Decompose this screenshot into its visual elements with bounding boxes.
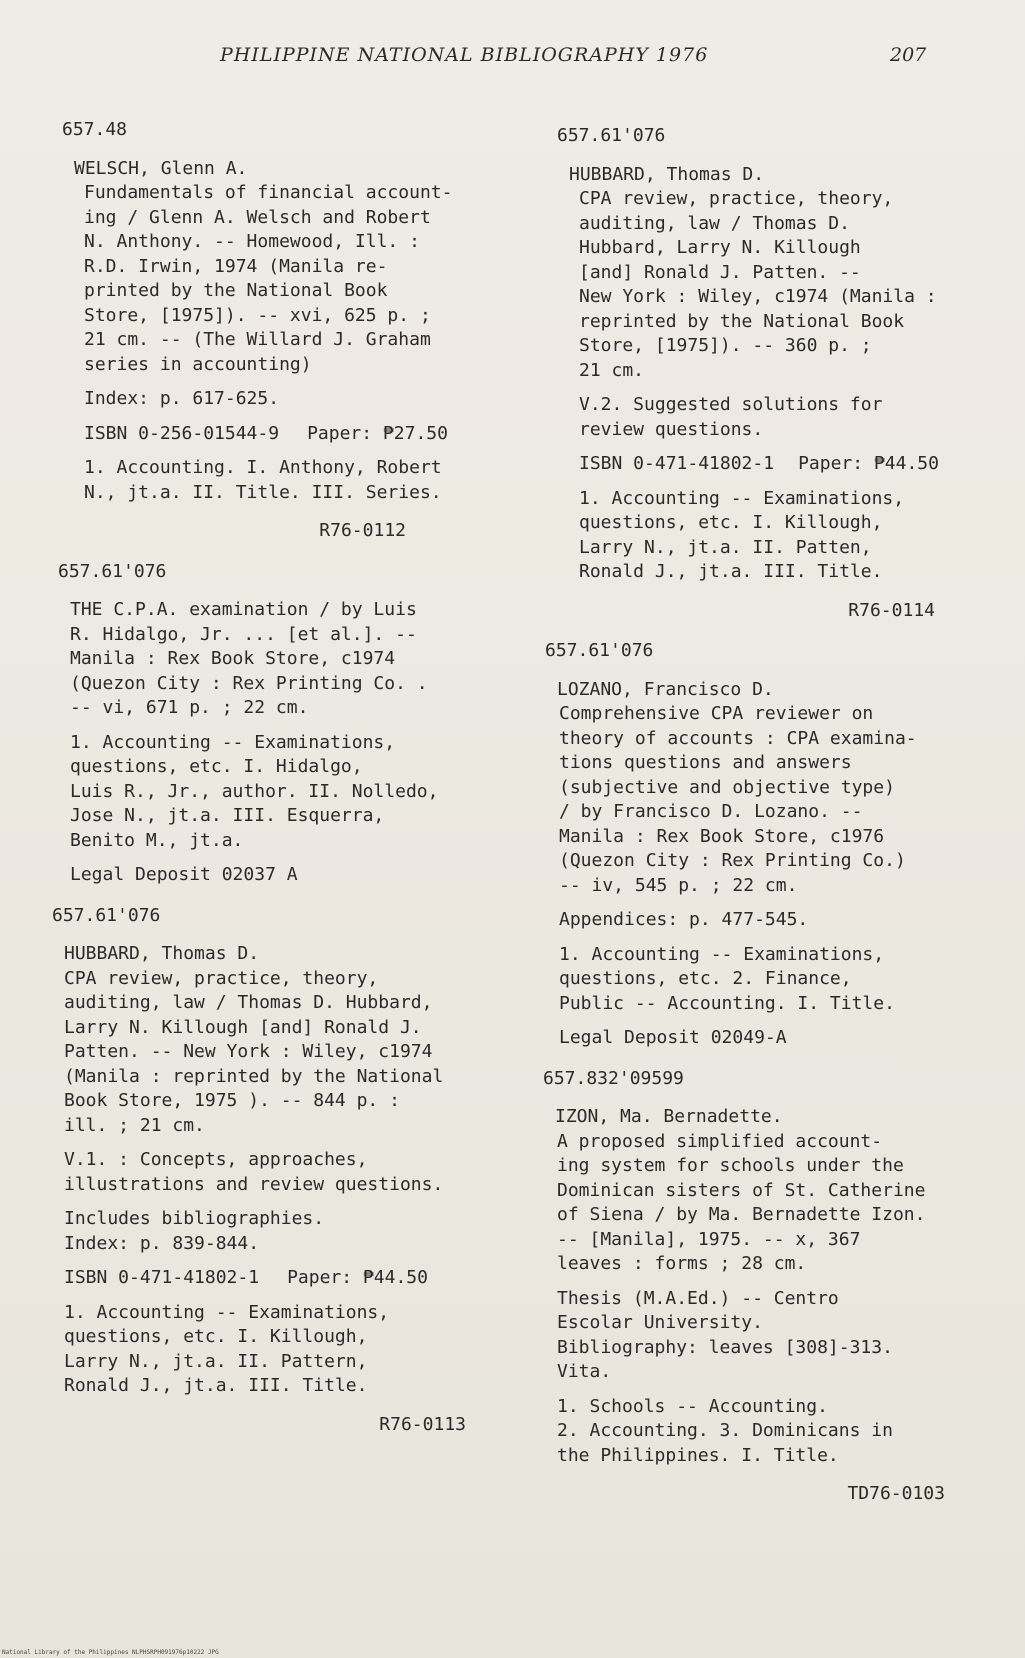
subject-tracings: 1. Accounting -- Examinations, questions, etc. I. Hidalgo, Luis R., Jr., author. II. Nolledo, Jose N., jt.a. III. Esquerra, Benito M., jt.a.	[70, 731, 439, 851]
bibliographic-entry	[52, 560, 516, 888]
page-number: 207	[890, 44, 927, 66]
subject-tracings: 1. Accounting -- Examinations, questions, etc. 2. Finance, Public -- Accounting. I. Title.	[559, 943, 895, 1014]
classification-number: 657.61'076	[58, 560, 167, 582]
entry-heading: LOZANO, Francisco D.	[557, 678, 774, 700]
entry-note: Appendices: p. 477-545.	[559, 909, 809, 930]
bibliographic-entry	[539, 639, 1005, 1051]
entry-note: Index: p. 617-625.	[84, 388, 280, 409]
control-number: R76-0112	[319, 520, 406, 541]
price: Paper: ₱27.50	[307, 422, 448, 444]
isbn-row	[64, 1266, 516, 1291]
entry-note: Includes bibliographies. Index: p. 839-844.	[64, 1208, 325, 1254]
right-column	[545, 124, 1005, 1523]
entry-description: CPA review, practice, theory, auditing, law / Thomas D. Hubbard, Larry N. Killough [and] Ronald J. Patten. -- New York : Wiley, c1974 (Manila : reprinted by the National Book Store, [1975]). -- 360 p. ; 21 cm.	[579, 188, 937, 381]
classification-number: 657.48	[62, 119, 128, 140]
bibliographic-entry	[56, 118, 516, 544]
entry-description: Fundamentals of financial account- ing / Glenn A. Welsch and Robert N. Anthony. -- Homewood, Ill. : R.D. Irwin, 1974 (Manila re- printed by the National Book Store, [1975]). -- xvi, 625 p. ; 21 cm. -- (The Willard J. Graham series in accounting)	[84, 182, 453, 375]
subject-tracings: 1. Accounting. I. Anthony, Robert N., jt.a. II. Title. III. Series.	[84, 457, 442, 503]
page-header	[0, 44, 1025, 74]
entry-heading: IZON, Ma. Bernadette.	[555, 1106, 783, 1127]
entry-note: V.2. Suggested solutions for review questions.	[579, 394, 883, 440]
bibliographic-entry	[46, 904, 516, 1438]
classification-number: 657.832'09599	[543, 1067, 684, 1089]
isbn: ISBN 0-256-01544-9	[84, 422, 280, 444]
entry-heading: THE C.P.A. examination / by Luis	[70, 599, 417, 620]
control-number: R76-0113	[379, 1413, 466, 1435]
price: Paper: ₱44.50	[287, 1267, 428, 1288]
isbn: ISBN 0-471-41802-1	[64, 1267, 260, 1288]
entry-description: A proposed simplified account- ing system for schools under the Dominican sisters of St. Catherine of Siena / by Ma. Bernadette Izon. -- [Manila], 1975. -- x, 367 leaves : forms ; 28 cm.	[557, 1130, 926, 1274]
isbn-row	[579, 452, 1005, 477]
entry-heading: WELSCH, Glenn A.	[74, 157, 248, 179]
scan-footer: National Library of the Philippines NLPHSRPH091976p10222 JPG	[2, 1649, 219, 1656]
isbn-row	[84, 422, 516, 447]
subject-tracings: 1. Accounting -- Examinations, questions, etc. I. Killough, Larry N., jt.a. II. Patten, Ronald J., jt.a. III. Title.	[579, 487, 905, 582]
classification-number: 657.61'076	[52, 904, 161, 926]
entry-description: CPA review, practice, theory, auditing, law / Thomas D. Hubbard, Larry N. Killough [and] Ronald J. Patten. -- New York : Wiley, c1974 (Manila : reprinted by the National Book Store, 1975 ). -- 844 p. : ill. ; 21 cm.	[64, 967, 444, 1136]
isbn: ISBN 0-471-41802-1	[579, 453, 775, 474]
control-number: TD76-0103	[847, 1483, 945, 1504]
entry-description: R. Hidalgo, Jr. ... [et al.]. -- Manila : Rex Book Store, c1974 (Quezon City : Rex Printing Co. . -- vi, 671 p. ; 22 cm.	[70, 623, 428, 718]
control-number: Legal Deposit 02049-A	[559, 1027, 787, 1048]
entry-heading: HUBBARD, Thomas D.	[569, 163, 765, 185]
control-number: Legal Deposit 02037 A	[70, 864, 298, 885]
entry-note: V.1. : Concepts, approaches, illustrations and review questions.	[64, 1149, 444, 1195]
price: Paper: ₱44.50	[798, 453, 939, 474]
bibliographic-entry	[537, 1067, 1005, 1507]
bibliographic-entry	[551, 124, 1005, 623]
classification-number: 657.61'076	[557, 125, 666, 146]
left-column	[52, 118, 516, 1453]
classification-number: 657.61'076	[545, 640, 654, 661]
entry-note: Thesis (M.A.Ed.) -- Centro Escolar University. Bibliography: leaves [308]-313. Vita.	[557, 1287, 893, 1382]
subject-tracings: 1. Accounting -- Examinations, questions, etc. I. Killough, Larry N., jt.a. II. Pattern, Ronald J., jt.a. III. Title.	[64, 1301, 390, 1396]
subject-tracings: 1. Schools -- Accounting. 2. Accounting. 3. Dominicans in the Philippines. I. Title.	[557, 1395, 893, 1466]
entry-description: Comprehensive CPA reviewer on theory of accounts : CPA examina- tions questions and answers (subjective and objective type) / by Francisco D. Lozano. -- Manila : Rex Book Store, c1976 (Quezon City : Rex Printing Co.) -- iv, 545 p. ; 22 cm.	[559, 703, 917, 896]
entry-heading: HUBBARD, Thomas D.	[64, 943, 260, 964]
page-title: PHILIPPINE NATIONAL BIBLIOGRAPHY 1976	[220, 44, 709, 66]
control-number: R76-0114	[848, 599, 935, 621]
